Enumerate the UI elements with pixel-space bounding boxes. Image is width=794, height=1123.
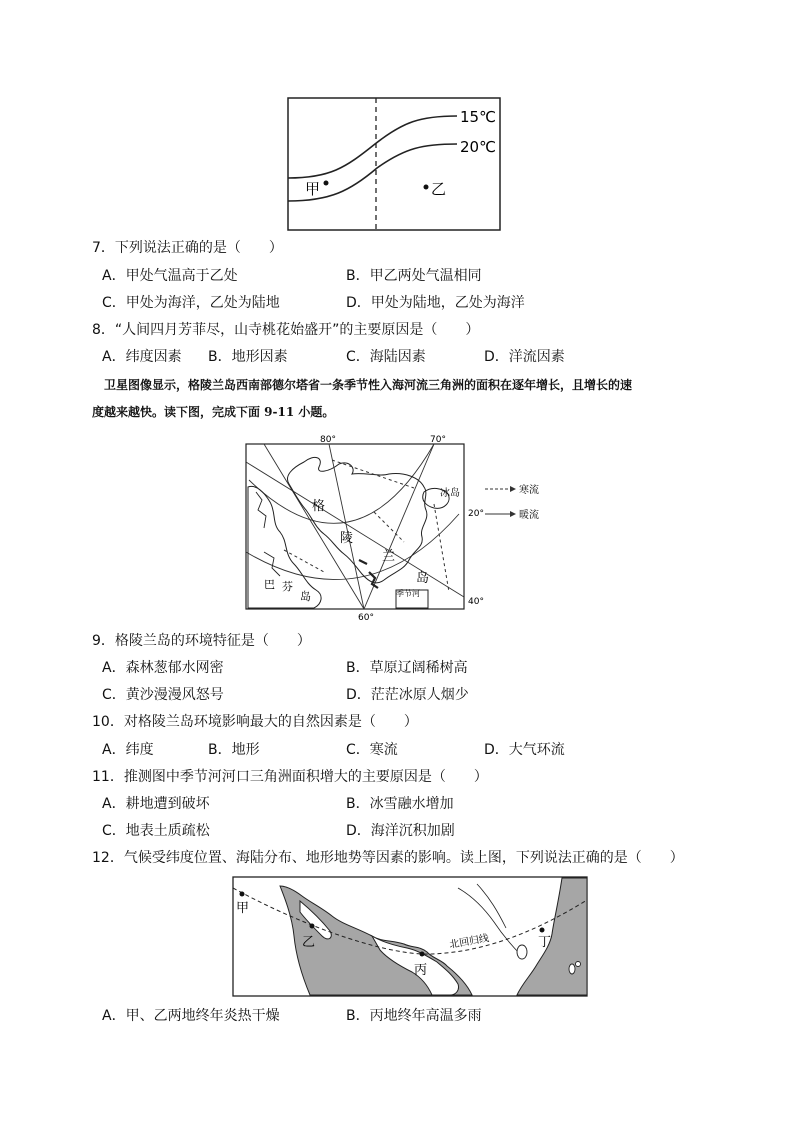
point-jia-label: 甲	[236, 901, 250, 916]
lon60-label: 60°	[358, 613, 374, 622]
q9-option-d[interactable]: D．茫茫冰原人烟少	[346, 687, 469, 703]
q7-option-c[interactable]: C．甲处为海洋，乙处为陆地	[102, 295, 280, 311]
question-10-stem: 10．对格陵兰岛环境影响最大的自然因素是（ ）	[92, 714, 418, 730]
iceland-label: 冰岛	[440, 488, 460, 499]
q10-option-a[interactable]: A．纬度	[102, 742, 154, 758]
q10-option-d[interactable]: D．大气环流	[484, 742, 565, 758]
isotherm-figure	[285, 96, 510, 232]
baffin-label-fen: 芬	[282, 580, 293, 593]
lat20-label: 20°	[468, 509, 484, 519]
q9-option-a[interactable]: A．森林葱郁水网密	[102, 660, 224, 676]
passage-line-2: 度越来越快。读下图，完成下面 9-11 小题。	[92, 405, 335, 419]
greenland-label-dao: 岛	[416, 571, 430, 586]
isotherm-20-label: 20℃	[460, 138, 496, 156]
q8-option-b[interactable]: B．地形因素	[208, 349, 288, 365]
q10-option-c[interactable]: C．寒流	[346, 742, 398, 758]
lon80-label: 80°	[320, 435, 336, 445]
isotherm-15-label: 15℃	[460, 108, 496, 126]
q12-option-b[interactable]: B．丙地终年高温多雨	[346, 1008, 482, 1024]
question-8-stem: 8．“人间四月芳菲尽，山寺桃花始盛开”的主要原因是（ ）	[92, 322, 480, 338]
legend-cold-label: 寒流	[519, 485, 539, 496]
q7-option-b[interactable]: B．甲乙两处气温相同	[346, 268, 482, 284]
tropic-map	[232, 876, 589, 998]
q8-option-d[interactable]: D．洋流因素	[484, 349, 565, 365]
lat40-label: 40°	[468, 597, 484, 607]
point-bing-label: 丙	[414, 963, 428, 978]
q10-option-b[interactable]: B．地形	[208, 742, 260, 758]
greenland-label-ling: 陵	[340, 531, 354, 546]
seasonal-river-label: 季节河	[396, 589, 420, 598]
greenland-label-lan: 兰	[382, 549, 396, 564]
q11-option-d[interactable]: D．海洋沉积加剧	[346, 823, 455, 839]
greenland-map	[244, 432, 554, 622]
q11-option-a[interactable]: A．耕地遭到破坏	[102, 796, 210, 812]
tropic-label: 北回归线	[448, 933, 490, 951]
q9-option-c[interactable]: C．黄沙漫漫风怒号	[102, 687, 224, 703]
point-yi-label: 乙	[431, 180, 447, 198]
baffin-label-ba: 巴	[264, 578, 275, 591]
point-yi-label: 乙	[302, 935, 316, 950]
point-ding-label: 丁	[538, 935, 552, 950]
q8-option-a[interactable]: A．纬度因素	[102, 349, 182, 365]
point-yi	[424, 185, 429, 190]
legend-warm-label: 暖流	[519, 510, 539, 521]
point-jia-label: 甲	[305, 180, 321, 198]
point-yi	[310, 924, 315, 929]
lon70-label: 70°	[430, 435, 446, 445]
q11-option-c[interactable]: C．地表土质疏松	[102, 823, 210, 839]
point-bing	[420, 952, 425, 957]
q7-option-a[interactable]: A．甲处气温高于乙处	[102, 268, 238, 284]
question-7-stem: 7．下列说法正确的是（ ）	[92, 240, 283, 256]
point-ding	[540, 928, 545, 933]
baffin-label-dao: 岛	[300, 590, 311, 603]
passage-line-1: 卫星图像显示，格陵兰岛西南部德尔塔省一条季节性入海河流三角洲的面积在逐年增长，且增长的速	[104, 378, 633, 392]
point-jia	[240, 892, 245, 897]
q11-option-b[interactable]: B．冰雪融水增加	[346, 796, 454, 812]
question-11-stem: 11．推测图中季节河河口三角洲面积增大的主要原因是（ ）	[92, 769, 488, 785]
question-9-stem: 9．格陵兰岛的环境特征是（ ）	[92, 633, 311, 649]
point-jia	[324, 181, 329, 186]
q12-option-a[interactable]: A．甲、乙两地终年炎热干燥	[102, 1008, 280, 1024]
question-12-stem: 12．气候受纬度位置、海陆分布、地形地势等因素的影响。读上图，下列说法正确的是（ ）	[92, 850, 684, 866]
q7-option-d[interactable]: D．甲处为陆地，乙处为海洋	[346, 295, 525, 311]
q9-option-b[interactable]: B．草原辽阔稀树高	[346, 660, 468, 676]
q8-option-c[interactable]: C．海陆因素	[346, 349, 426, 365]
greenland-label-ge: 格	[312, 499, 326, 514]
